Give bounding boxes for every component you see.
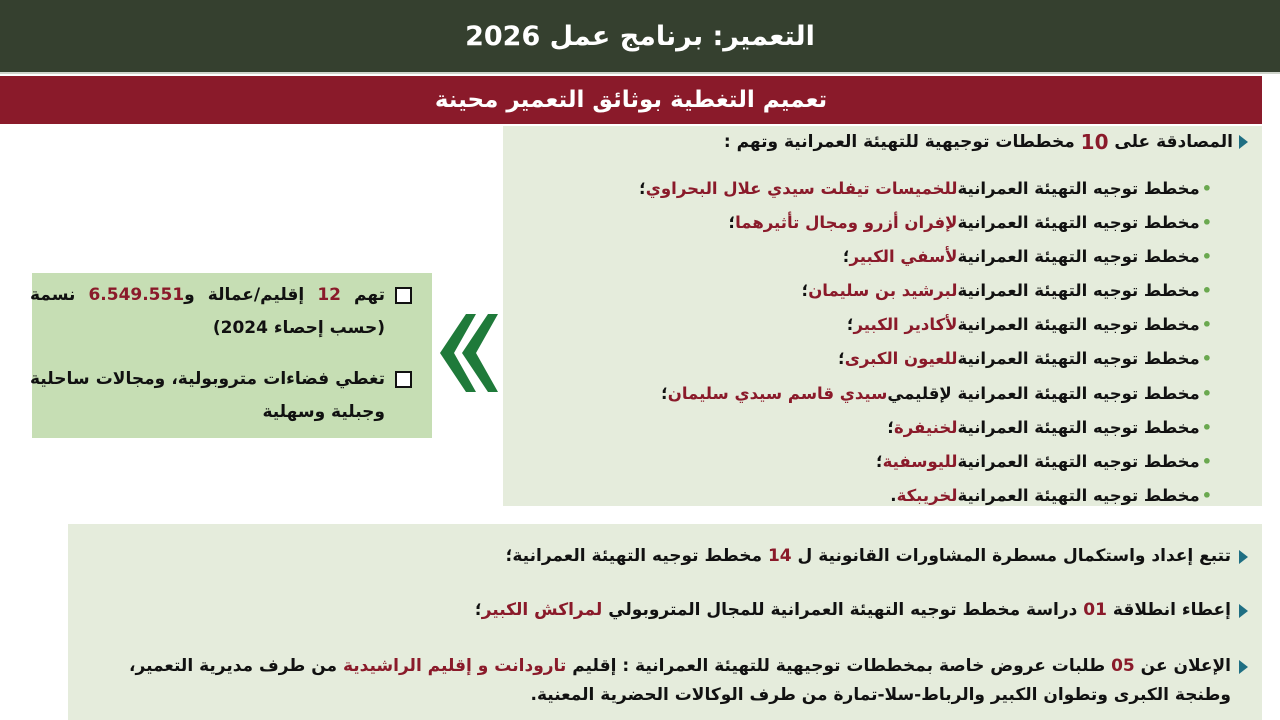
triangle-bullet-icon (1239, 135, 1248, 149)
provinces-count: 12 (317, 285, 341, 305)
double-chevron-left-icon (436, 312, 498, 394)
plan-name: لأسفي الكبير (849, 247, 958, 267)
action-text-b: طلبات عروض خاصة بمخططات توجيهية للتهيئة العمرانية : إقليم (566, 656, 1112, 676)
plan-suffix: ؛ (728, 213, 736, 233)
coverage-panel (32, 273, 432, 438)
plan-prefix: مخطط توجيه التهيئة العمرانية (957, 417, 1200, 437)
action-item (81, 652, 1248, 710)
action-text-c: ؛ (474, 600, 482, 620)
triangle-bullet-icon (1239, 604, 1248, 618)
plan-item (639, 206, 1212, 240)
plan-item (639, 479, 1212, 513)
page-title: التعمير: برنامج عمل 2026 (465, 20, 815, 52)
section-banner (0, 76, 1262, 124)
action-text (81, 652, 1231, 710)
triangle-bullet-icon (1239, 550, 1248, 564)
plan-suffix: ؛ (661, 383, 668, 403)
checkbox-icon (395, 287, 412, 304)
action-text-b: دراسة مخطط توجيه التهيئة العمرانية للمجال المتروبولي (602, 600, 1084, 620)
plan-suffix: . (890, 485, 897, 505)
coverage-text-b: إقليم/عمالة و (184, 285, 318, 305)
plan-item (639, 342, 1212, 376)
plan-list (639, 172, 1212, 513)
bullet-dot-icon: • (1201, 417, 1212, 437)
plan-suffix: ؛ (842, 247, 850, 267)
plan-name: لأكادير الكبير (853, 315, 958, 335)
plan-item (639, 274, 1212, 308)
action-text-a: الإعلان عن (1134, 656, 1231, 676)
coverage-text-c: نسمة (حسب إحصاء 2024) (30, 285, 385, 338)
bullet-dot-icon: • (1201, 213, 1212, 233)
plan-prefix: مخطط توجيه التهيئة العمرانية (957, 247, 1200, 267)
plan-suffix: ؛ (876, 451, 883, 471)
plan-name: لخنيفرة (894, 417, 958, 437)
action-item (81, 596, 1248, 625)
plan-prefix: مخطط توجيه التهيئة العمرانية (957, 451, 1200, 471)
bullet-dot-icon: • (1201, 281, 1212, 301)
action-text-a: إعطاء انطلاقة (1106, 600, 1231, 620)
action-text-a: تتبع إعداد واستكمال مسطرة المشاورات القانونية ل (791, 546, 1231, 566)
plan-name: لخريبكة (896, 485, 958, 505)
actions-panel (68, 524, 1262, 720)
action-count: 14 (767, 546, 792, 566)
coverage-item (30, 363, 412, 429)
plan-prefix: مخطط توجيه التهيئة العمرانية (957, 315, 1200, 335)
plan-name: لإفران أزرو ومجال تأثيرهما (735, 213, 958, 233)
plan-prefix: مخطط توجيه التهيئة العمرانية لإقليمي (887, 383, 1200, 403)
approval-intro (724, 130, 1248, 154)
plan-prefix: مخطط توجيه التهيئة العمرانية (957, 213, 1200, 233)
page-header (0, 0, 1280, 74)
coverage-text (30, 279, 385, 345)
plan-suffix: ؛ (887, 417, 895, 437)
population-count: 6.549.551 (88, 285, 185, 305)
plan-item (639, 172, 1212, 206)
plan-name: للخميسات تيفلت سيدي علال البحراوي (645, 179, 958, 198)
action-place: تارودانت و إقليم الراشيدية (342, 656, 567, 676)
approval-count: 10 (1080, 130, 1109, 154)
plan-item (639, 445, 1212, 479)
plan-item (639, 377, 1212, 411)
action-count: 05 (1111, 656, 1135, 676)
coverage-item (30, 279, 412, 345)
triangle-bullet-icon (1239, 660, 1248, 674)
approval-suffix: مخططات توجيهية للتهيئة العمرانية وتهم : (723, 132, 1075, 152)
plan-name: لليوسفية (882, 451, 958, 471)
plan-name: للعيون الكبرى (844, 349, 958, 369)
bullet-dot-icon: • (1201, 451, 1212, 471)
approval-prefix: المصادقة على (1114, 132, 1233, 152)
plan-prefix: مخطط توجيه التهيئة العمرانية (957, 179, 1200, 198)
coverage-text-a: تهم (341, 285, 385, 305)
plan-prefix: مخطط توجيه التهيئة العمرانية (957, 349, 1200, 369)
action-text (81, 596, 1231, 625)
action-item (81, 542, 1248, 571)
plan-suffix: ؛ (838, 349, 845, 369)
plan-item (639, 308, 1212, 342)
plan-prefix: مخطط توجيه التهيئة العمرانية (957, 281, 1200, 301)
bullet-dot-icon: • (1201, 383, 1212, 403)
plan-item (639, 411, 1212, 445)
bullet-dot-icon: • (1201, 247, 1212, 267)
approval-panel (503, 126, 1262, 506)
plan-suffix: ؛ (801, 281, 809, 301)
section-title: تعميم التغطية بوثائق التعمير محينة (434, 87, 828, 113)
checkbox-icon (395, 371, 412, 388)
plan-item (639, 240, 1212, 274)
bullet-dot-icon: • (1201, 315, 1212, 335)
bullet-dot-icon: • (1201, 485, 1212, 505)
bullet-dot-icon: • (1201, 179, 1212, 198)
plan-name: لبرشيد بن سليمان (808, 281, 958, 301)
action-place: لمراكش الكبير (481, 600, 603, 620)
action-count: 01 (1083, 600, 1107, 620)
plan-name: سيدي قاسم سيدي سليمان (667, 383, 888, 403)
action-text-b: مخطط توجيه التهيئة العمرانية؛ (505, 546, 768, 566)
plan-suffix: ؛ (846, 315, 854, 335)
action-text-c: من طرف مديرية التعمير، وطنجة الكبرى وتطوان الكبير والرباط-سلا-تمارة من طرف الوكالات الحضرية المعنية. (129, 656, 1231, 705)
plan-prefix: مخطط توجيه التهيئة العمرانية (957, 485, 1200, 505)
plan-suffix: ؛ (639, 179, 646, 198)
bullet-dot-icon: • (1201, 349, 1212, 369)
action-text (81, 542, 1231, 571)
coverage-text: تغطي فضاءات متروبولية، ومجالات ساحلية وجبلية وسهلية (30, 369, 385, 422)
